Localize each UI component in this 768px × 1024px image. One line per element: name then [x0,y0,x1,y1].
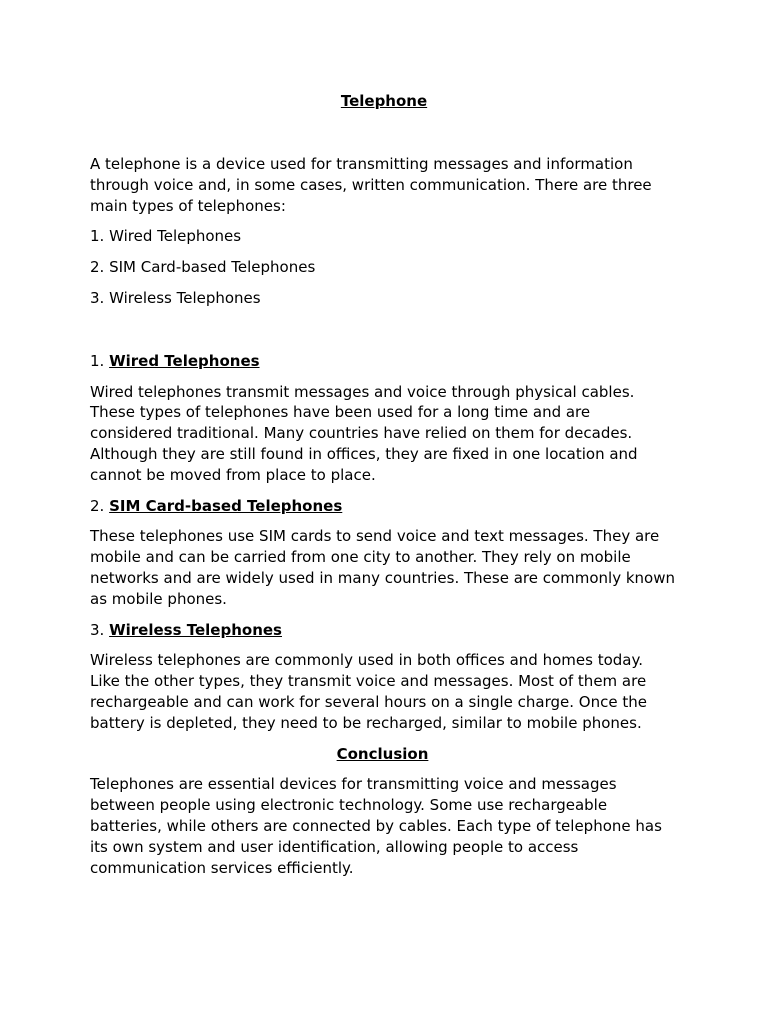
section-title: Wireless Telephones [109,620,282,639]
section-body-wireless: Wireless telephones are commonly used in both offices and homes today. Like the other types, they transmit voice and messages. Most of them are rechargeable and can work for several hours on a single charge. Once the battery is depleted, they need to be recharged, similar to mobile phones. [90,651,647,732]
section-heading-sim [90,496,675,517]
section-number: 3. [90,620,105,639]
section-number: 2. [90,496,105,515]
section-number: 1. [90,351,105,370]
section-body-wired: Wired telephones transmit messages and voice through physical cables. These types of telephones have been used for a long time and are considered traditional. Many countries have relied on them for decades. Although they are still found in offices, they are fixed in one location and cannot be moved from place to place. [90,382,638,484]
list-item-wireless: 3. Wireless Telephones [90,288,261,307]
section-heading-wired [90,351,675,372]
section-heading-wireless [90,620,675,641]
intro-paragraph: A telephone is a device used for transmitting messages and information through voice and, in some cases, written communication. There are three main types of telephones: [90,155,652,215]
section-title: SIM Card-based Telephones [109,496,343,515]
list-item-sim: 2. SIM Card-based Telephones [90,258,316,277]
section-body-sim: These telephones use SIM cards to send voice and text messages. They are mobile and can be carried from one city to another. They rely on mobile networks and are widely used in many countries. These are commonly known as mobile phones. [90,527,676,608]
list-item-wired: 1. Wired Telephones [90,227,242,246]
document-body [90,154,675,888]
conclusion-heading: Conclusion [336,744,429,763]
section-title: Wired Telephones [109,351,260,370]
conclusion-body: Telephones are essential devices for transmitting voice and messages between people using electronic technology. Some use rechargeable batteries, while others are connected by cables. Each type of telephone has its own system and user identification, allowing people to access communication services efficiently. [90,775,662,877]
document-title: Telephone [340,92,428,110]
